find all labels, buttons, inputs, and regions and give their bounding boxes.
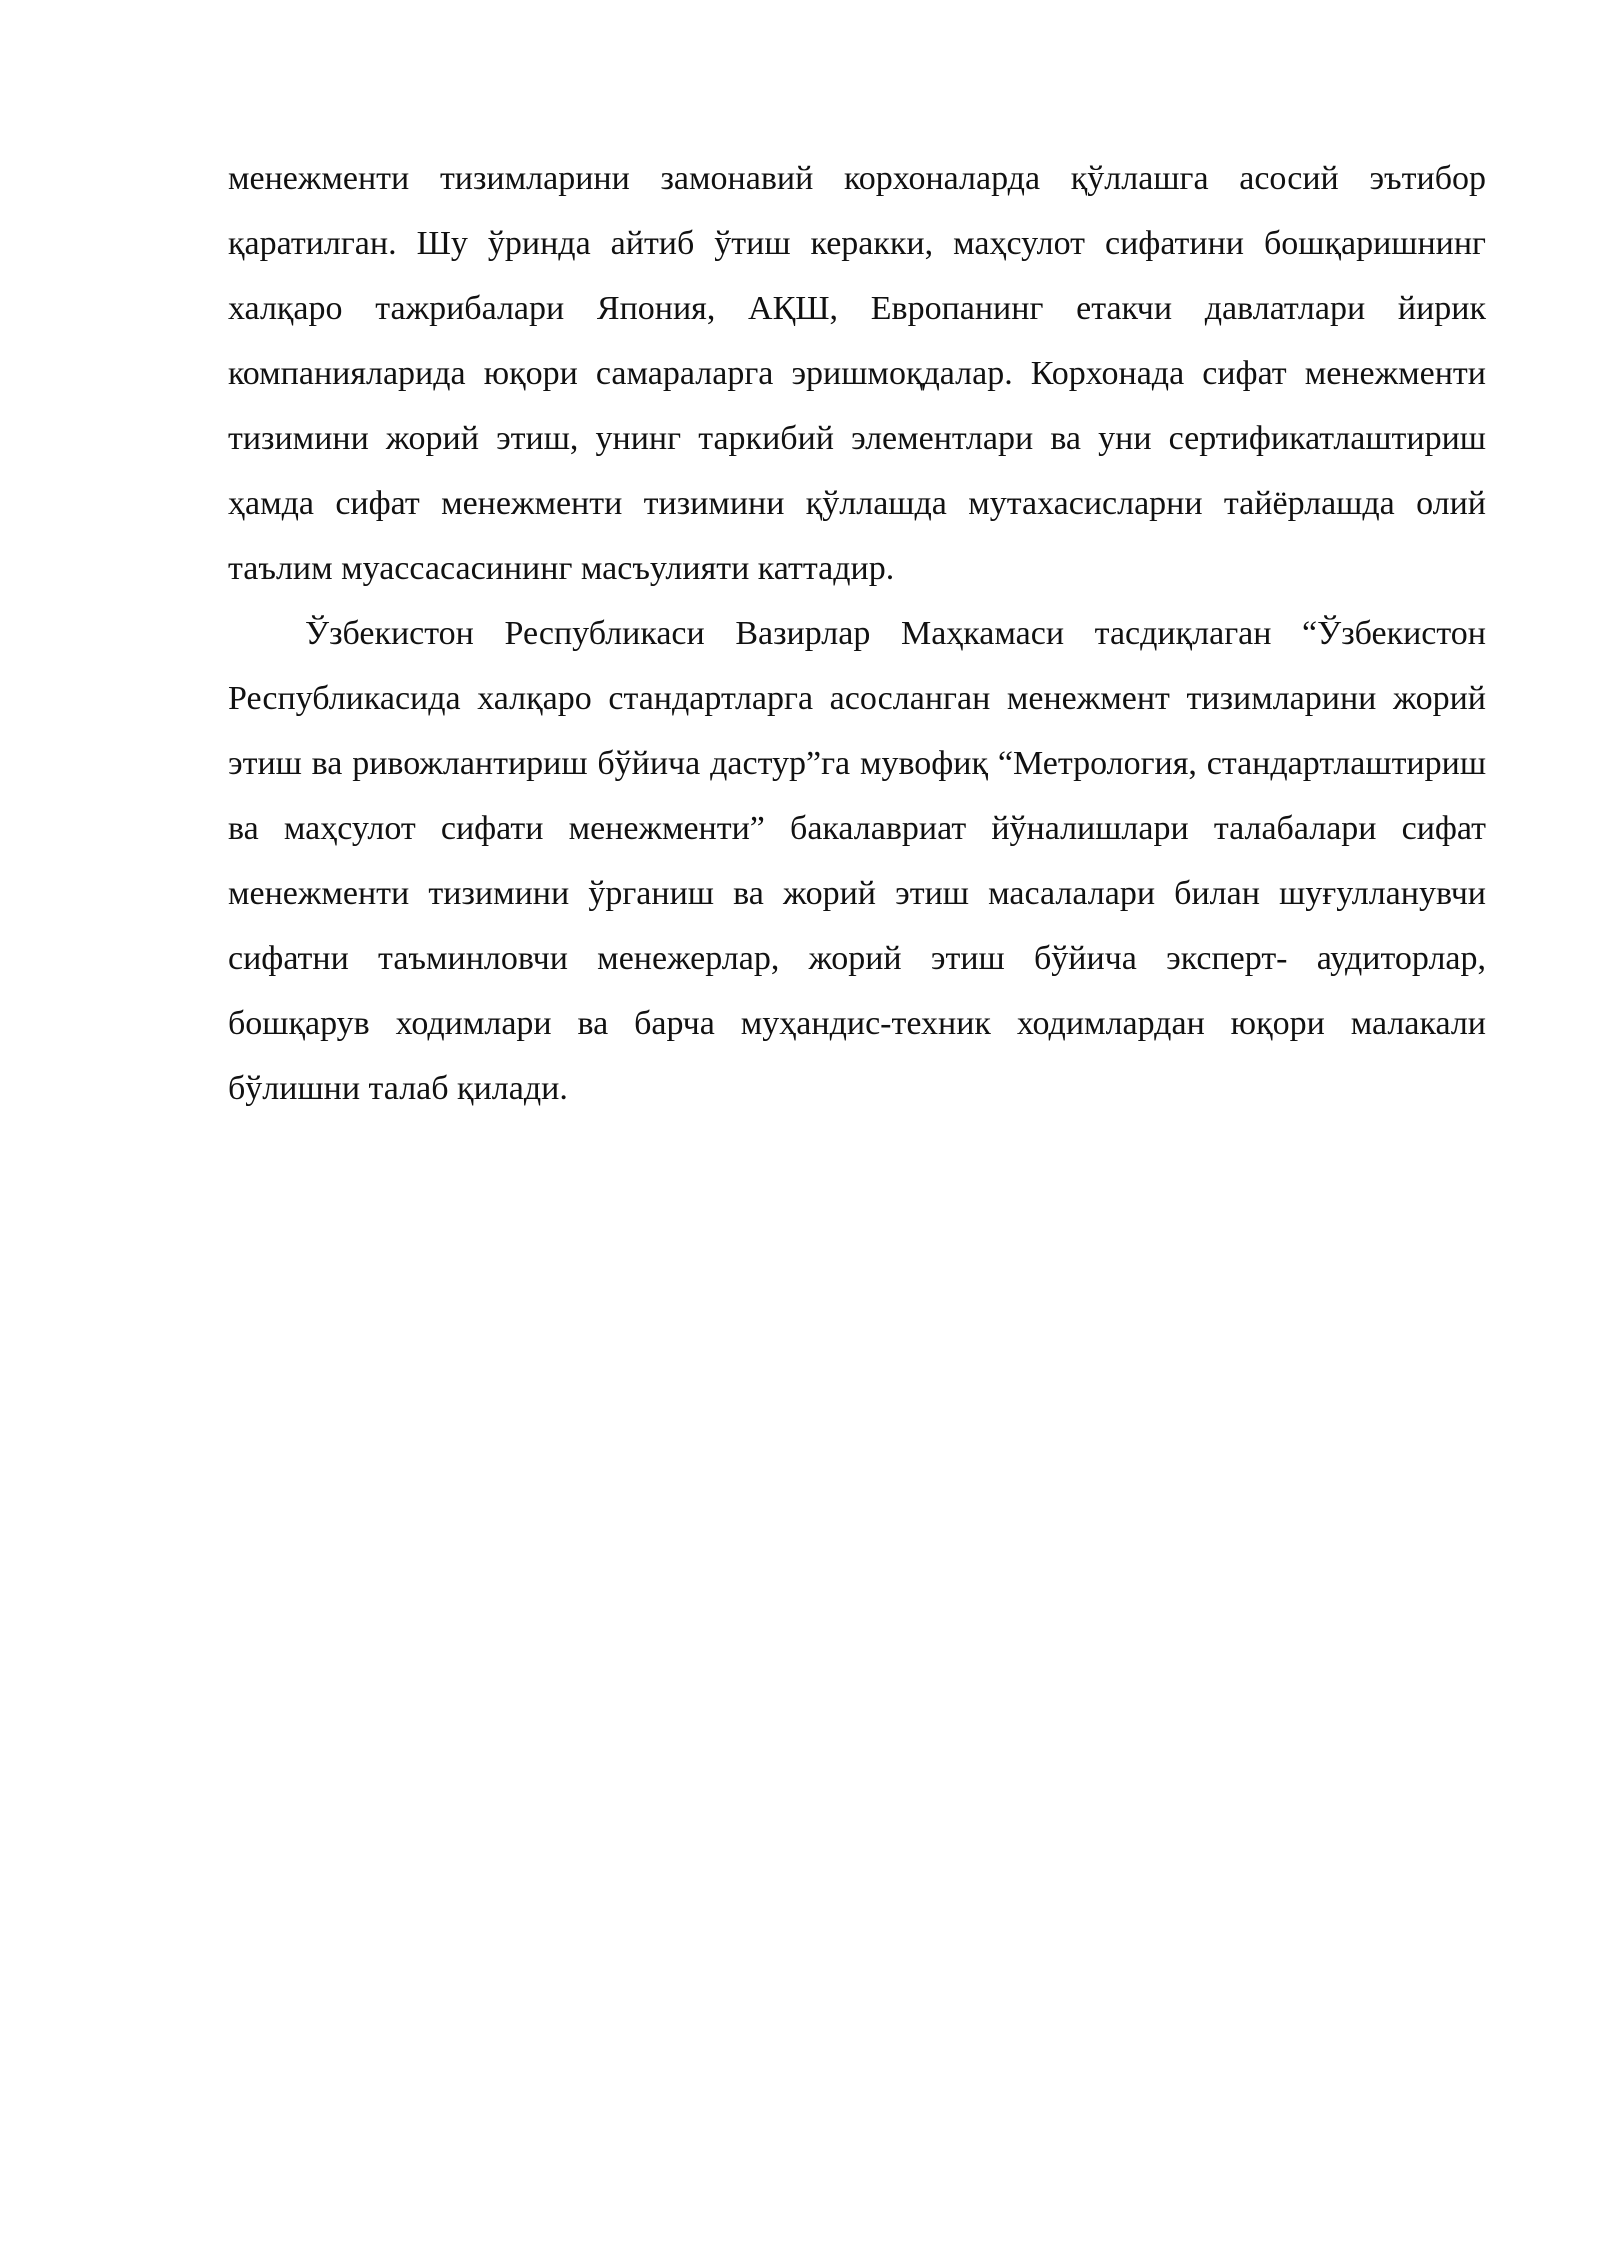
paragraph-decree: Ўзбекистон Республикаси Вазирлар Маҳкамаси тасдиқлаган “Ўзбекистон Республикасида халқаро стандартларга асосланган менежмент тизимларини жорий этиш ва ривожлантириш бўйича дастур”га мувофиқ “Метрология, стандартлаштириш ва маҳсулот сифати менежменти” бакалавриат йўналишлари талабалари сифат менежменти тизимини ўрганиш ва жорий этиш масалалари билан шуғулланувчи сифатни таъминловчи менежерлар, жорий этиш бўйича эксперт- аудиторлар, бошқарув ходимлари ва барча муҳандис-техник ходимлардан юқори малакали бўлишни талаб қилади.: [228, 615, 1486, 1107]
body-text: [228, 146, 1486, 1121]
paragraph-continuation: менежменти тизимларини замонавий корхоналарда қўллашга асосий эътибор қаратилган. Шу ўринда айтиб ўтиш керакки, маҳсулот сифатини бошқаришнинг халқаро тажрибалари Япония, АҚШ, Европанинг етакчи давлатлари йирик компанияларида юқори самараларга эришмоқдалар. Корхонада сифат менежменти тизимини жорий этиш, унинг таркибий элементлари ва уни сертификатлаштириш ҳамда сифат менежменти тизимини қўллашда мутахасисларни тайёрлашда олий таълим муассасасининг масъулияти каттадир.: [228, 160, 1486, 587]
